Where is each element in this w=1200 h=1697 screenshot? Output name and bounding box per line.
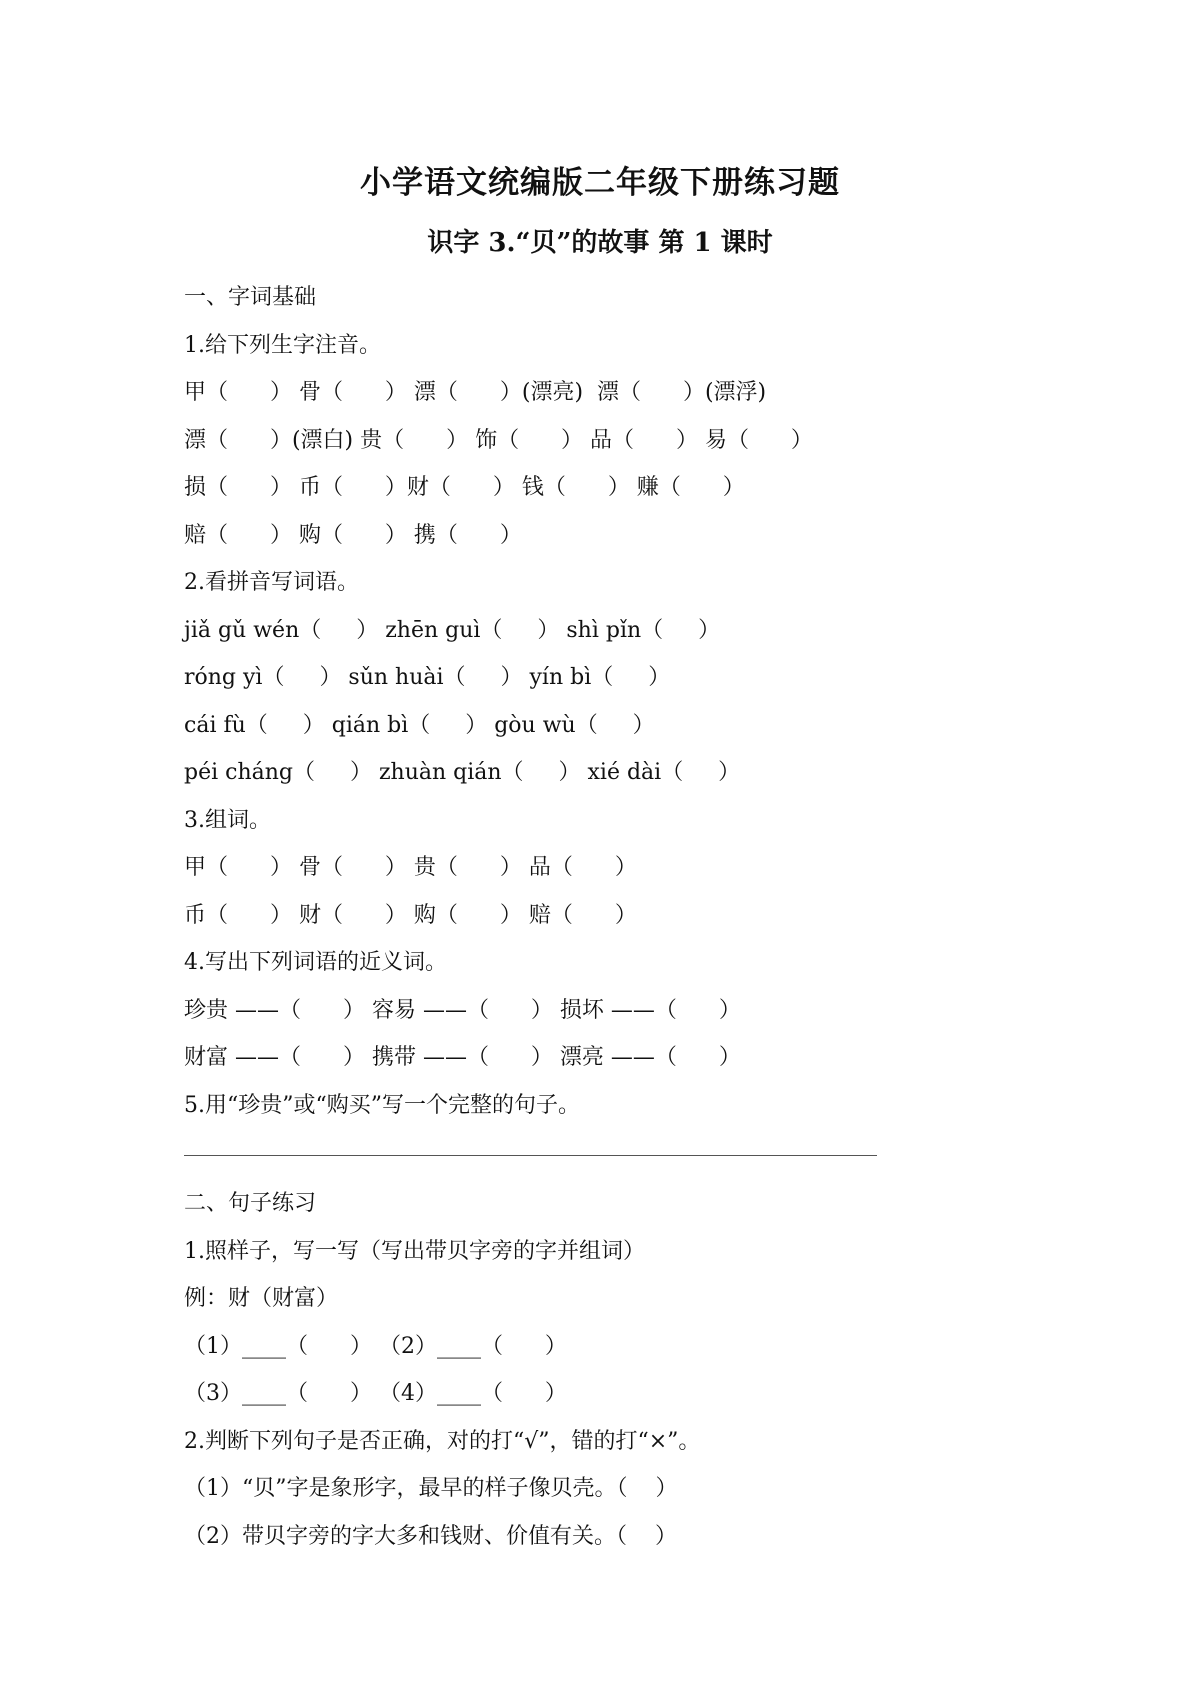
exercise-line: péi cháng（ ） zhuàn qián（ ） xié dài（ ）: [184, 760, 741, 785]
question-heading: 3.组词。: [184, 807, 271, 833]
exercise-line: 漂（ ）(漂白) 贵（ ） 饰（ ） 品（ ） 易（ ）: [184, 427, 813, 453]
question-heading: 2.看拼音写词语。: [184, 570, 359, 595]
exercise-line: 币（ ） 财（ ） 购（ ） 赔（ ）: [184, 902, 637, 928]
question-heading: 1.照样子，写一写（写出带贝字旁的字并组词）: [184, 1238, 645, 1264]
exercise-line: 财富 ——（ ） 携带 ——（ ） 漂亮 ——（ ）: [184, 1045, 741, 1070]
exercise-line: jiǎ gǔ wén（ ） zhēn guì（ ） shì pǐn（ ）: [184, 617, 721, 643]
answer-line[interactable]: [184, 1155, 877, 1156]
section-heading: 一、字词基础: [184, 285, 317, 310]
example-line: 例：财（财富）: [184, 1286, 339, 1311]
question-heading: 4.写出下列词语的近义词。: [184, 950, 447, 975]
exercise-line: róng yì（ ） sǔn huài（ ） yín bì（ ）: [184, 665, 671, 690]
exercise-line: （3）____（ ） （4）____（ ）: [184, 1381, 567, 1406]
page-title: 小学语文统编版二年级下册练习题: [360, 165, 840, 201]
worksheet-content: [184, 278, 1084, 1564]
exercise-line: 甲（ ） 骨（ ） 漂（ ）(漂亮) 漂（ ）(漂浮): [184, 380, 767, 405]
exercise-line: 珍贵 ——（ ） 容易 ——（ ） 损坏 ——（ ）: [184, 997, 741, 1023]
section-heading: 二、句子练习: [184, 1191, 317, 1216]
question-heading: 1.给下列生字注音。: [184, 332, 381, 358]
exercise-line: 赔（ ） 购（ ） 携（ ）: [184, 522, 522, 548]
lesson-subtitle: 识字 3.“贝”的故事 第 1 课时: [427, 228, 773, 258]
exercise-line: 甲（ ） 骨（ ） 贵（ ） 品（ ）: [184, 855, 637, 880]
exercise-line: （1）____（ ） （2）____（ ）: [184, 1333, 567, 1359]
question-heading: 5.用“珍贵”或“购买”写一个完整的句子。: [184, 1092, 580, 1118]
exercise-line: cái fù（ ） qián bì（ ） gòu wù（ ）: [184, 712, 655, 738]
exercise-line: （2）带贝字旁的字大多和钱财、价值有关。（ ）: [184, 1523, 677, 1549]
exercise-line: （1）“贝”字是象形字，最早的样子像贝壳。（ ）: [184, 1476, 678, 1501]
spacer: [184, 1172, 1084, 1184]
question-heading: 2.判断下列句子是否正确，对的打“√”，错的打“×”。: [184, 1428, 701, 1454]
exercise-line: 损（ ） 币（ ）财（ ） 钱（ ） 赚（ ）: [184, 475, 745, 500]
